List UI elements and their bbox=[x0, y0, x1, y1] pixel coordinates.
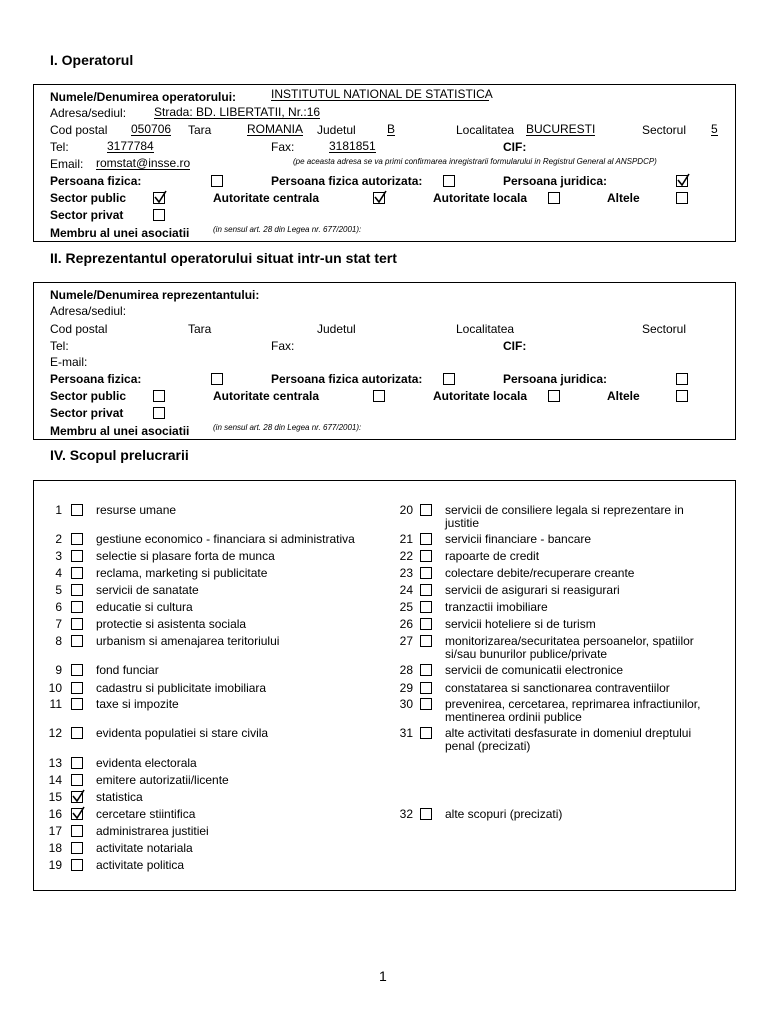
purpose-label: alte activitati desfasurate in domeniul dreptului bbox=[445, 726, 692, 740]
checkmark-icon bbox=[71, 789, 85, 803]
locality-label: Localitatea bbox=[456, 123, 515, 137]
rep-pj-label: Persoana juridica: bbox=[503, 372, 608, 386]
purpose-label: cadastru si publicitate imobiliara bbox=[96, 681, 267, 695]
locality-value[interactable]: BUCURESTI bbox=[526, 122, 596, 136]
rep-sp-label: Sector public bbox=[50, 389, 127, 403]
purpose-number: 27 bbox=[399, 634, 413, 648]
rep-pf-checkbox[interactable] bbox=[211, 373, 223, 385]
purpose-label: reclama, marketing si publicitate bbox=[96, 566, 268, 580]
rep-altele-checkbox[interactable] bbox=[676, 390, 688, 402]
pfa-label: Persoana fizica autorizata: bbox=[271, 174, 423, 188]
section-1-title: I. Operatorul bbox=[50, 52, 134, 68]
rep-ac-checkbox[interactable] bbox=[373, 390, 385, 402]
pfa-checkbox[interactable] bbox=[443, 175, 455, 187]
purpose-number: 4 bbox=[55, 566, 62, 580]
purpose-number: 31 bbox=[399, 726, 413, 740]
purpose-number: 23 bbox=[399, 566, 413, 580]
purpose-checkbox[interactable] bbox=[420, 808, 432, 820]
tel-value[interactable]: 3177784 bbox=[107, 139, 154, 153]
purpose-checkbox[interactable] bbox=[71, 533, 83, 545]
purpose-number: 12 bbox=[48, 726, 62, 740]
fax-label: Fax: bbox=[271, 140, 295, 154]
purpose-checkbox[interactable] bbox=[420, 533, 432, 545]
purpose-label: administrarea justitiei bbox=[96, 824, 209, 838]
altele-label: Altele bbox=[607, 191, 640, 205]
purpose-label: monitorizarea/securitatea persoanelor, spatiilor bbox=[445, 634, 694, 648]
purpose-label: constatarea si sanctionarea contraventiilor bbox=[445, 681, 670, 695]
page-number: 1 bbox=[379, 968, 387, 984]
purpose-number: 11 bbox=[49, 697, 62, 711]
rep-postal-label: Cod postal bbox=[50, 322, 108, 336]
fax-value[interactable]: 3181851 bbox=[329, 139, 376, 153]
purpose-checkbox[interactable] bbox=[71, 825, 83, 837]
postal-label: Cod postal bbox=[50, 123, 108, 137]
purpose-number: 18 bbox=[48, 841, 62, 855]
sp-checkbox[interactable] bbox=[153, 192, 165, 204]
operator-name-label: Numele/Denumirea operatorului: bbox=[50, 90, 237, 104]
ac-checkbox[interactable] bbox=[373, 192, 385, 204]
purpose-checkbox[interactable] bbox=[71, 618, 83, 630]
purpose-label: taxe si impozite bbox=[96, 697, 179, 711]
purpose-checkbox[interactable] bbox=[420, 635, 432, 647]
purpose-checkbox[interactable] bbox=[420, 682, 432, 694]
purpose-checkbox[interactable] bbox=[71, 859, 83, 871]
purpose-checkbox[interactable] bbox=[420, 567, 432, 579]
ac-label: Autoritate centrala bbox=[213, 191, 320, 205]
sp-label: Sector public bbox=[50, 191, 127, 205]
rep-county-label: Judetul bbox=[317, 322, 356, 336]
purpose-label: servicii de sanatate bbox=[96, 583, 199, 597]
pf-checkbox[interactable] bbox=[211, 175, 223, 187]
purpose-label: servicii de consiliere legala si reprezentare in bbox=[445, 503, 684, 517]
purpose-checkbox[interactable] bbox=[420, 504, 432, 516]
purpose-number: 20 bbox=[399, 503, 413, 517]
operator-name-value[interactable]: INSTITUTUL NATIONAL DE STATISTICA bbox=[271, 87, 493, 101]
purpose-label: evidenta populatiei si stare civila bbox=[96, 726, 269, 740]
purpose-label: activitate notariala bbox=[96, 841, 193, 855]
checkmark-icon bbox=[153, 190, 167, 204]
purpose-label: urbanism si amenajarea teritoriului bbox=[96, 634, 280, 648]
rep-pfa-checkbox[interactable] bbox=[443, 373, 455, 385]
checkmark-icon bbox=[71, 806, 85, 820]
rep-al-checkbox[interactable] bbox=[548, 390, 560, 402]
purpose-number: 14 bbox=[48, 773, 62, 787]
purpose-checkbox[interactable] bbox=[420, 584, 432, 596]
al-checkbox[interactable] bbox=[548, 192, 560, 204]
purpose-label-continued: penal (precizati) bbox=[445, 739, 531, 753]
sector-label: Sectorul bbox=[642, 123, 687, 137]
rep-sp-checkbox[interactable] bbox=[153, 390, 165, 402]
purpose-checkbox[interactable] bbox=[71, 567, 83, 579]
country-value[interactable]: ROMANIA bbox=[247, 122, 304, 136]
purpose-label: selectie si plasare forta de munca bbox=[96, 549, 275, 563]
rep-fax-label: Fax: bbox=[271, 339, 295, 353]
purpose-checkbox[interactable] bbox=[71, 682, 83, 694]
purpose-number: 7 bbox=[55, 617, 62, 631]
rep-cif-label: CIF: bbox=[503, 339, 527, 353]
purpose-checkbox[interactable] bbox=[420, 618, 432, 630]
purpose-label: colectare debite/recuperare creante bbox=[445, 566, 635, 580]
purpose-checkbox[interactable] bbox=[71, 664, 83, 676]
purpose-label: prevenirea, cercetarea, reprimarea infractiunilor, bbox=[445, 697, 701, 711]
rep-spriv-label: Sector privat bbox=[50, 406, 124, 420]
purpose-checkbox[interactable] bbox=[71, 757, 83, 769]
section-4-title: IV. Scopul prelucrarii bbox=[50, 447, 189, 463]
rep-pfa-label: Persoana fizica autorizata: bbox=[271, 372, 423, 386]
purpose-number: 15 bbox=[48, 790, 62, 804]
purpose-number: 9 bbox=[55, 663, 62, 677]
purpose-number: 3 bbox=[55, 549, 62, 563]
purpose-number: 24 bbox=[399, 583, 413, 597]
purpose-number: 6 bbox=[55, 600, 62, 614]
purpose-label: servicii de comunicatii electronice bbox=[445, 663, 624, 677]
checkmark-icon bbox=[676, 173, 690, 187]
purpose-checkbox[interactable] bbox=[71, 791, 83, 803]
purpose-checkbox[interactable] bbox=[71, 774, 83, 786]
pj-label: Persoana juridica: bbox=[503, 174, 608, 188]
purpose-number: 1 bbox=[55, 503, 62, 517]
membru-label: Membru al unei asociatii bbox=[50, 226, 190, 240]
rep-name-label: Numele/Denumirea reprezentantului: bbox=[50, 288, 260, 302]
purpose-label: rapoarte de credit bbox=[445, 549, 540, 563]
purpose-checkbox[interactable] bbox=[420, 550, 432, 562]
rep-spriv-checkbox[interactable] bbox=[153, 407, 165, 419]
spriv-label: Sector privat bbox=[50, 208, 124, 222]
representative-box bbox=[33, 282, 736, 440]
al-label: Autoritate locala bbox=[433, 191, 528, 205]
purpose-number: 17 bbox=[48, 824, 62, 838]
purpose-label-continued: mentinerea ordinii publice bbox=[445, 710, 582, 724]
purpose-checkbox[interactable] bbox=[420, 601, 432, 613]
purpose-number: 19 bbox=[48, 858, 62, 872]
purpose-number: 8 bbox=[55, 634, 62, 648]
purpose-checkbox[interactable] bbox=[71, 698, 83, 710]
country-label: Tara bbox=[188, 123, 212, 137]
purpose-checkbox[interactable] bbox=[71, 550, 83, 562]
purpose-label: fond funciar bbox=[96, 663, 159, 677]
purpose-number: 2 bbox=[55, 532, 62, 546]
purpose-label: evidenta electorala bbox=[96, 756, 197, 770]
purpose-checkbox[interactable] bbox=[71, 808, 83, 820]
spriv-checkbox[interactable] bbox=[153, 209, 165, 221]
purpose-number: 30 bbox=[399, 697, 413, 711]
purpose-label: protectie si asistenta sociala bbox=[96, 617, 247, 631]
rep-country-label: Tara bbox=[188, 322, 212, 336]
email-value[interactable]: romstat@insse.ro bbox=[96, 156, 191, 170]
rep-pj-checkbox[interactable] bbox=[676, 373, 688, 385]
purpose-checkbox[interactable] bbox=[420, 727, 432, 739]
purpose-label: servicii financiare - bancare bbox=[445, 532, 592, 546]
purpose-label: servicii de asigurari si reasigurari bbox=[445, 583, 620, 597]
purpose-checkbox[interactable] bbox=[71, 635, 83, 647]
purpose-number: 16 bbox=[48, 807, 62, 821]
sector-value[interactable]: 5 bbox=[711, 122, 718, 136]
postal-value[interactable]: 050706 bbox=[131, 122, 172, 136]
tel-label: Tel: bbox=[50, 140, 69, 154]
county-label: Judetul bbox=[317, 123, 356, 137]
purpose-label: cercetare stiintifica bbox=[96, 807, 196, 821]
purpose-label: emitere autorizatii/licente bbox=[96, 773, 229, 787]
rep-address-label: Adresa/sediul: bbox=[50, 304, 127, 318]
pf-label: Persoana fizica: bbox=[50, 174, 142, 188]
purpose-number: 10 bbox=[48, 681, 62, 695]
rep-al-label: Autoritate locala bbox=[433, 389, 528, 403]
address-value[interactable]: Strada: BD. LIBERTATII, Nr.:16 bbox=[154, 105, 321, 119]
rep-locality-label: Localitatea bbox=[456, 322, 515, 336]
purpose-checkbox[interactable] bbox=[420, 698, 432, 710]
purpose-checkbox[interactable] bbox=[71, 842, 83, 854]
purpose-number: 28 bbox=[399, 663, 413, 677]
county-value[interactable]: B bbox=[387, 122, 396, 136]
purpose-label: educatie si cultura bbox=[96, 600, 193, 614]
checkmark-icon bbox=[373, 190, 387, 204]
membru-note: (in sensul art. 28 din Legea nr. 677/2001): bbox=[213, 225, 362, 234]
pj-checkbox[interactable] bbox=[676, 175, 688, 187]
rep-email-label: E-mail: bbox=[50, 355, 88, 369]
purpose-checkbox[interactable] bbox=[71, 504, 83, 516]
purpose-number: 5 bbox=[55, 583, 62, 597]
address-label: Adresa/sediul: bbox=[50, 106, 127, 120]
rep-pf-label: Persoana fizica: bbox=[50, 372, 142, 386]
purpose-label: tranzactii imobiliare bbox=[445, 600, 548, 614]
email-label: Email: bbox=[50, 157, 84, 171]
rep-membru-note: (in sensul art. 28 din Legea nr. 677/2001): bbox=[213, 423, 362, 432]
purpose-number: 26 bbox=[399, 617, 413, 631]
purpose-label: statistica bbox=[96, 790, 143, 804]
purpose-label: alte scopuri (precizati) bbox=[445, 807, 563, 821]
purpose-label-continued: justitie bbox=[445, 516, 480, 530]
purpose-checkbox[interactable] bbox=[71, 584, 83, 596]
altele-checkbox[interactable] bbox=[676, 192, 688, 204]
purpose-number: 21 bbox=[399, 532, 413, 546]
purpose-checkbox[interactable] bbox=[71, 727, 83, 739]
email-note: (pe aceasta adresa se va primi confirmarea inregistrarii formularului in Registrul General al ANSPDCP) bbox=[293, 157, 657, 166]
section-2-title: II. Reprezentantul operatorului situat intr-un stat tert bbox=[50, 250, 397, 266]
rep-altele-label: Altele bbox=[607, 389, 640, 403]
purpose-number: 13 bbox=[48, 756, 62, 770]
rep-ac-label: Autoritate centrala bbox=[213, 389, 320, 403]
purpose-label: gestiune economico - financiara si administrativa bbox=[96, 532, 355, 546]
purpose-label: activitate politica bbox=[96, 858, 185, 872]
purpose-checkbox[interactable] bbox=[420, 664, 432, 676]
cif-label: CIF: bbox=[503, 140, 527, 154]
purpose-number: 22 bbox=[399, 549, 413, 563]
purpose-number: 25 bbox=[399, 600, 413, 614]
purpose-number: 32 bbox=[399, 807, 413, 821]
rep-tel-label: Tel: bbox=[50, 339, 69, 353]
purpose-label: servicii hoteliere si de turism bbox=[445, 617, 596, 631]
purpose-label-continued: si/sau bunurilor publice/private bbox=[445, 647, 608, 661]
purpose-number: 29 bbox=[399, 681, 413, 695]
purpose-checkbox[interactable] bbox=[71, 601, 83, 613]
purpose-label: resurse umane bbox=[96, 503, 177, 517]
rep-membru-label: Membru al unei asociatii bbox=[50, 424, 190, 438]
rep-sector-label: Sectorul bbox=[642, 322, 687, 336]
